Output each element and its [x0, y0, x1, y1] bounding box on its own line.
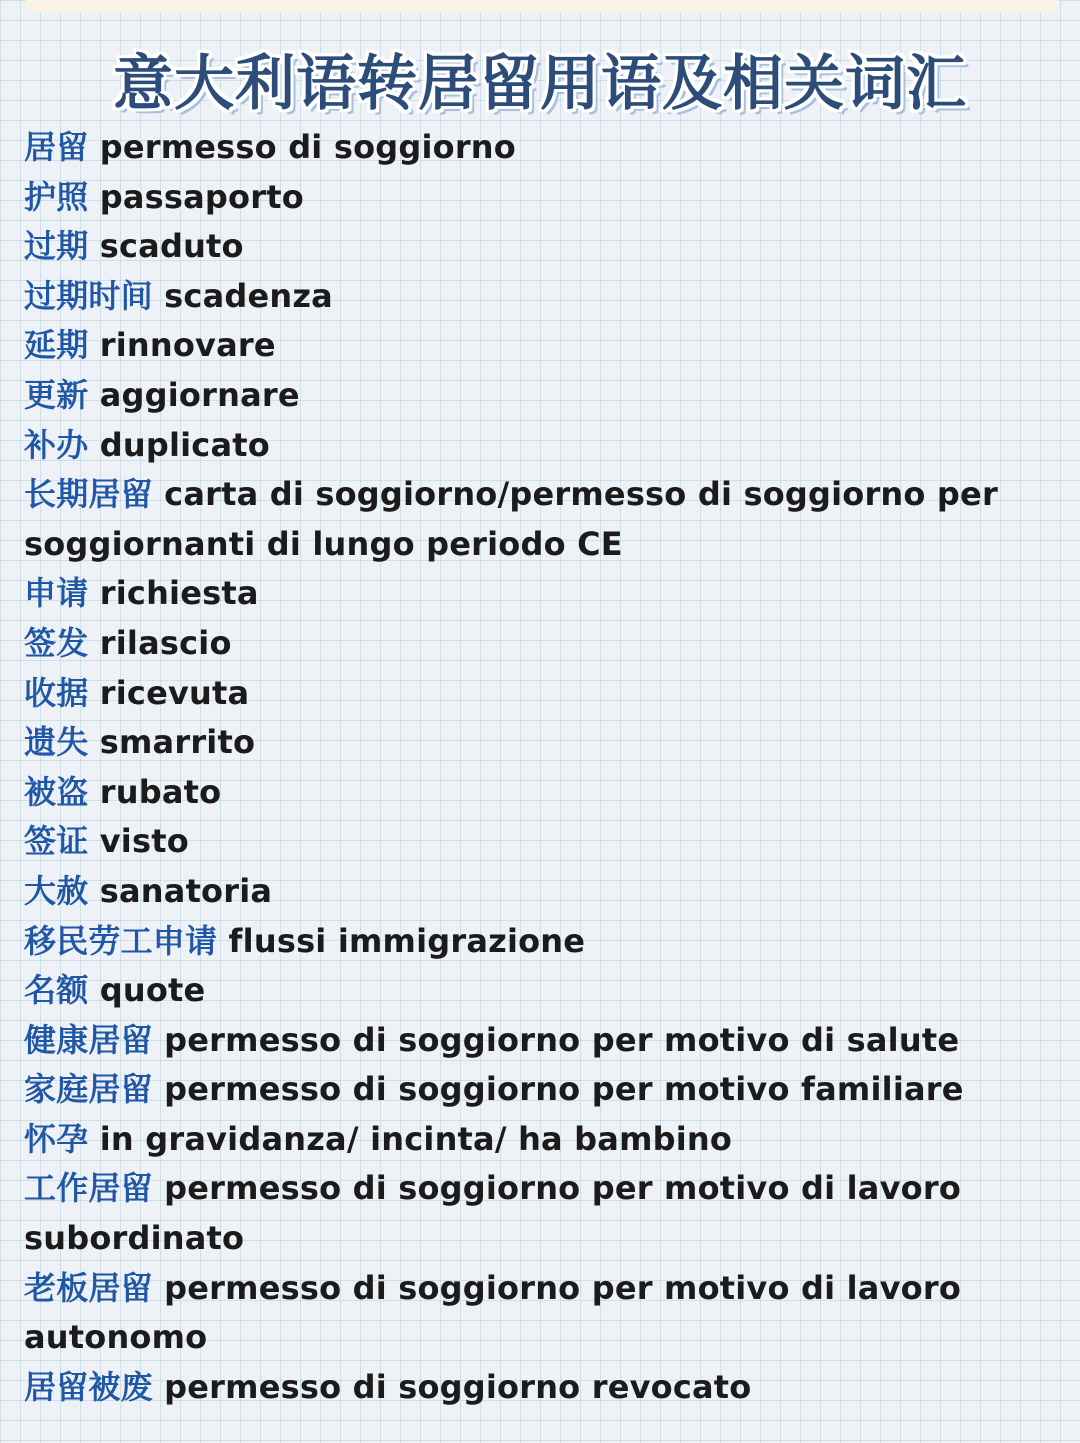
vocab-entry — [24, 917, 1014, 967]
vocab-entry — [24, 470, 1014, 569]
page-title: 意大利语转居留用语及相关词汇 — [113, 49, 967, 119]
vocab-italian-term: carta di soggiorno/permesso di soggiorno per soggiornanti di lungo periodo CE — [24, 475, 998, 563]
vocab-chinese-term: 健康居留 — [24, 1020, 153, 1059]
vocab-italian-term: quote — [99, 971, 206, 1010]
vocab-entry — [24, 272, 1014, 322]
vocab-italian-term: permesso di soggiorno — [99, 128, 516, 166]
vocab-entry — [24, 718, 1014, 768]
vocab-italian-term: rinnovare — [99, 326, 276, 365]
vocab-chinese-term: 长期居留 — [24, 475, 153, 514]
vocab-chinese-term: 收据 — [24, 673, 89, 712]
vocab-chinese-term: 过期时间 — [24, 276, 153, 315]
vocab-chinese-term: 更新 — [24, 375, 89, 414]
vocab-italian-term: passaporto — [99, 177, 304, 216]
vocab-chinese-term: 过期 — [24, 227, 89, 266]
vocab-italian-term: duplicato — [99, 425, 270, 464]
vocab-entry — [24, 619, 1014, 669]
vocabulary-list — [24, 123, 1014, 1412]
vocab-chinese-term: 遗失 — [24, 723, 89, 762]
vocab-italian-term: scadenza — [164, 276, 333, 315]
vocab-entry — [24, 173, 1014, 223]
vocab-chinese-term: 家庭居留 — [24, 1070, 153, 1109]
vocab-italian-term: flussi immigrazione — [228, 921, 586, 960]
vocab-chinese-term: 老板居留 — [24, 1268, 153, 1307]
vocab-italian-term: rubato — [99, 772, 222, 811]
vocab-entry — [24, 817, 1014, 867]
vocab-chinese-term: 怀孕 — [24, 1119, 89, 1158]
vocab-entry — [24, 867, 1014, 917]
vocab-entry — [24, 1115, 1014, 1165]
vocab-italian-term: permesso di soggiorno revocato — [164, 1367, 752, 1406]
vocab-entry — [24, 1264, 1014, 1363]
vocab-chinese-term: 大赦 — [24, 871, 89, 910]
vocab-entry — [24, 1363, 1014, 1413]
vocab-entry — [24, 768, 1014, 818]
vocab-italian-term: permesso di soggiorno per motivo di lavoro subordinato — [24, 1169, 962, 1258]
vocab-italian-term: permesso di soggiorno per motivo familiare — [164, 1070, 964, 1109]
vocab-italian-term: scaduto — [99, 227, 244, 266]
vocab-italian-term: richiesta — [99, 574, 259, 613]
vocab-italian-term: visto — [99, 822, 189, 861]
vocab-italian-term: rilascio — [99, 623, 232, 662]
vocab-italian-term: ricevuta — [99, 673, 250, 712]
vocab-entry — [24, 1164, 1014, 1263]
vocab-chinese-term: 居留被废 — [24, 1367, 153, 1406]
top-banner-strip — [26, 0, 1058, 12]
vocab-chinese-term: 补办 — [24, 425, 89, 464]
vocab-italian-term: smarrito — [99, 723, 256, 762]
vocab-entry — [24, 569, 1014, 619]
vocab-chinese-term: 工作居留 — [24, 1169, 153, 1208]
vocab-italian-term: in gravidanza/ incinta/ ha bambino — [99, 1119, 733, 1158]
vocab-chinese-term: 护照 — [24, 177, 89, 216]
vocab-italian-term: aggiornare — [99, 375, 300, 414]
vocab-chinese-term: 被盗 — [24, 772, 89, 811]
vocab-chinese-term: 移民劳工申请 — [24, 921, 218, 960]
vocab-entry — [24, 321, 1014, 371]
vocab-entry — [24, 1065, 1014, 1115]
vocab-italian-term: permesso di soggiorno per motivo di lavoro autonomo — [24, 1268, 962, 1357]
vocab-entry — [24, 669, 1014, 719]
vocab-chinese-term: 申请 — [24, 574, 89, 613]
vocab-chinese-term: 名额 — [24, 971, 89, 1010]
vocab-entry — [24, 421, 1014, 471]
vocab-entry — [24, 222, 1014, 272]
vocab-chinese-term: 签证 — [24, 822, 89, 861]
vocab-entry — [24, 371, 1014, 421]
vocab-italian-term: permesso di soggiorno per motivo di salute — [164, 1020, 960, 1059]
vocab-chinese-term: 居留 — [24, 128, 89, 166]
vocab-chinese-term: 签发 — [24, 623, 89, 662]
vocab-italian-term: sanatoria — [99, 871, 273, 910]
vocab-entry — [24, 966, 1014, 1016]
vocab-entry — [24, 123, 1014, 173]
vocab-entry — [24, 1016, 1014, 1066]
vocab-chinese-term: 延期 — [24, 326, 89, 365]
